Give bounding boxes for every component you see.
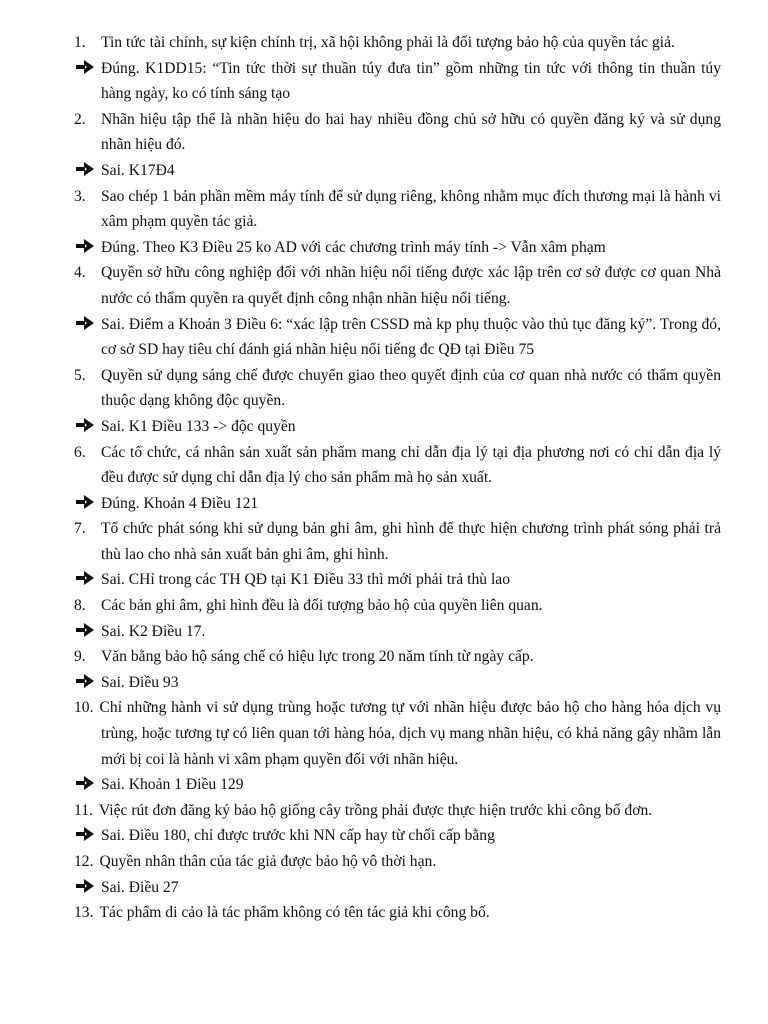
question-number: 2. <box>74 110 86 128</box>
answer-text: Sai. K17Đ4 <box>101 161 175 179</box>
question-text: Tác phẩm di cảo là tác phẩm không có tên tác giả khi công bố. <box>99 904 490 922</box>
question-number: 6. <box>74 443 86 461</box>
question-text: Chỉ những hành vi sử dụng trùng hoặc tương tự với nhãn hiệu được bảo hộ cho hàng hóa dịch vụ trùng, hoặc tương tự có liên quan tới hàng hóa, dịch vụ mang nhãn hiệu, có khả năng gây nhầm lẫn mới bị coi là hành vi xâm phạm quyền đối với nhãn hiệu. <box>99 699 721 768</box>
question-text: Sao chép 1 bản phần mềm máy tính để sử dụng riêng, không nhằm mục đích thương mại là hành vi xâm phạm quyền tác giả. <box>101 187 721 231</box>
answer-text: Đúng. Theo K3 Điều 25 ko AD với các chương trình máy tính -> Vẫn xâm phạm <box>101 238 606 256</box>
answer-item <box>0 772 768 798</box>
answer-text: Sai. Khoản 1 Điều 129 <box>101 776 244 794</box>
question-item <box>0 107 768 158</box>
arrow-right-icon <box>76 491 103 517</box>
question-number: 4. <box>74 264 86 282</box>
document-page <box>0 30 768 926</box>
question-number: 7. <box>74 520 86 538</box>
question-number: 11. <box>74 801 93 819</box>
question-number: 13. <box>74 904 94 922</box>
answer-text: Đúng. Khoản 4 Điều 121 <box>101 494 259 512</box>
question-item <box>0 900 768 926</box>
answer-item <box>0 670 768 696</box>
answer-item <box>0 414 768 440</box>
answer-text: Sai. K1 Điều 133 -> độc quyền <box>101 417 296 435</box>
arrow-right-icon <box>76 772 103 798</box>
question-item <box>0 849 768 875</box>
arrow-right-icon <box>76 56 103 82</box>
question-text: Tin tức tài chính, sự kiện chính trị, xã hội không phải là đối tượng bảo hộ của quyền tác giả. <box>101 34 675 51</box>
question-number: 10. <box>74 699 94 717</box>
answer-text: Đúng. K1DD15: “Tin tức thời sự thuần túy đưa tin” gồm những tin tức với thông tin thuần túy hàng ngày, ko có tính sáng tạo <box>101 59 721 103</box>
answer-item <box>0 823 768 849</box>
arrow-right-icon <box>76 567 103 593</box>
question-item <box>0 363 768 414</box>
question-text: Quyền sử dụng sáng chế được chuyển giao theo quyết định của cơ quan nhà nước có thẩm quyền thuộc dạng không độc quyền. <box>101 366 721 410</box>
question-number: 1. <box>74 34 86 51</box>
answer-text: Sai. K2 Điều 17. <box>101 622 206 640</box>
question-text: Tổ chức phát sóng khi sử dụng bản ghi âm, ghi hình để thực hiện chương trình phát sóng phải trả thù lao cho nhà sản xuất bản ghi âm, ghi hình. <box>101 520 721 563</box>
question-number: 12. <box>74 853 94 870</box>
question-item <box>0 593 768 619</box>
question-number: 8. <box>74 597 86 615</box>
answer-item <box>0 312 768 363</box>
answer-item <box>0 619 768 645</box>
arrow-right-icon <box>76 312 103 338</box>
answer-text: Sai. Điều 27 <box>101 878 179 896</box>
question-text: Quyền sở hữu công nghiệp đối với nhãn hiệu nổi tiếng được xác lập trên cơ sở được cơ quan Nhà nước có thẩm quyền ra quyết định công nhận nhãn hiệu nổi tiếng. <box>101 264 721 307</box>
question-item <box>0 440 768 491</box>
answer-text: Sai. Điều 180, chỉ được trước khi NN cấp hay từ chối cấp bằng <box>101 827 495 845</box>
answer-item <box>0 235 768 261</box>
question-number: 3. <box>74 187 86 205</box>
question-item <box>0 644 768 670</box>
answer-text: Sai. Điểm a Khoản 3 Điều 6: “xác lập trên CSSD mà kp phụ thuộc vào thủ tục đăng ký”. Trong đó, cơ sở SD hay tiêu chí đánh giá nhãn hiệu nổi tiếng đc QĐ tại Điều 75 <box>101 315 721 359</box>
question-item <box>0 516 768 567</box>
question-item <box>0 695 768 772</box>
arrow-right-icon <box>76 875 103 901</box>
question-text: Việc rút đơn đăng ký bảo hộ giống cây trồng phải được thực hiện trước khi công bố đơn. <box>98 801 653 819</box>
question-number: 9. <box>74 648 86 666</box>
question-text: Quyền nhân thân của tác giả được bảo hộ vô thời hạn. <box>99 853 437 870</box>
arrow-right-icon <box>76 158 103 184</box>
question-text: Các bản ghi âm, ghi hình đều là đối tượng bảo hộ của quyền liên quan. <box>101 597 543 615</box>
answer-item <box>0 56 768 107</box>
question-text: Văn bằng bảo hộ sáng chế có hiệu lực trong 20 năm tính từ ngày cấp. <box>101 648 534 666</box>
question-item <box>0 30 768 56</box>
question-number: 5. <box>74 366 86 384</box>
arrow-right-icon <box>76 235 103 261</box>
question-text: Nhãn hiệu tập thể là nhãn hiệu do hai hay nhiều đồng chủ sở hữu có quyền đăng ký và sử dụng nhãn hiệu đó. <box>101 110 721 154</box>
arrow-right-icon <box>76 670 103 696</box>
question-item <box>0 184 768 235</box>
arrow-right-icon <box>76 414 103 440</box>
arrow-right-icon <box>76 619 103 645</box>
question-item <box>0 798 768 824</box>
answer-item <box>0 875 768 901</box>
answer-text: Sai. CHỉ trong các TH QĐ tại K1 Điều 33 thì mới phải trả thù lao <box>101 571 510 589</box>
question-text: Các tổ chức, cá nhân sản xuất sản phẩm mang chỉ dẫn địa lý tại địa phương nơi có chỉ dẫn địa lý đều được sử dụng chỉ dẫn địa lý cho sản phẩm mà họ sản xuất. <box>101 443 721 487</box>
answer-text: Sai. Điều 93 <box>101 673 179 691</box>
answer-item <box>0 567 768 593</box>
arrow-right-icon <box>76 823 103 849</box>
question-item <box>0 260 768 311</box>
answer-item <box>0 491 768 517</box>
answer-item <box>0 158 768 184</box>
